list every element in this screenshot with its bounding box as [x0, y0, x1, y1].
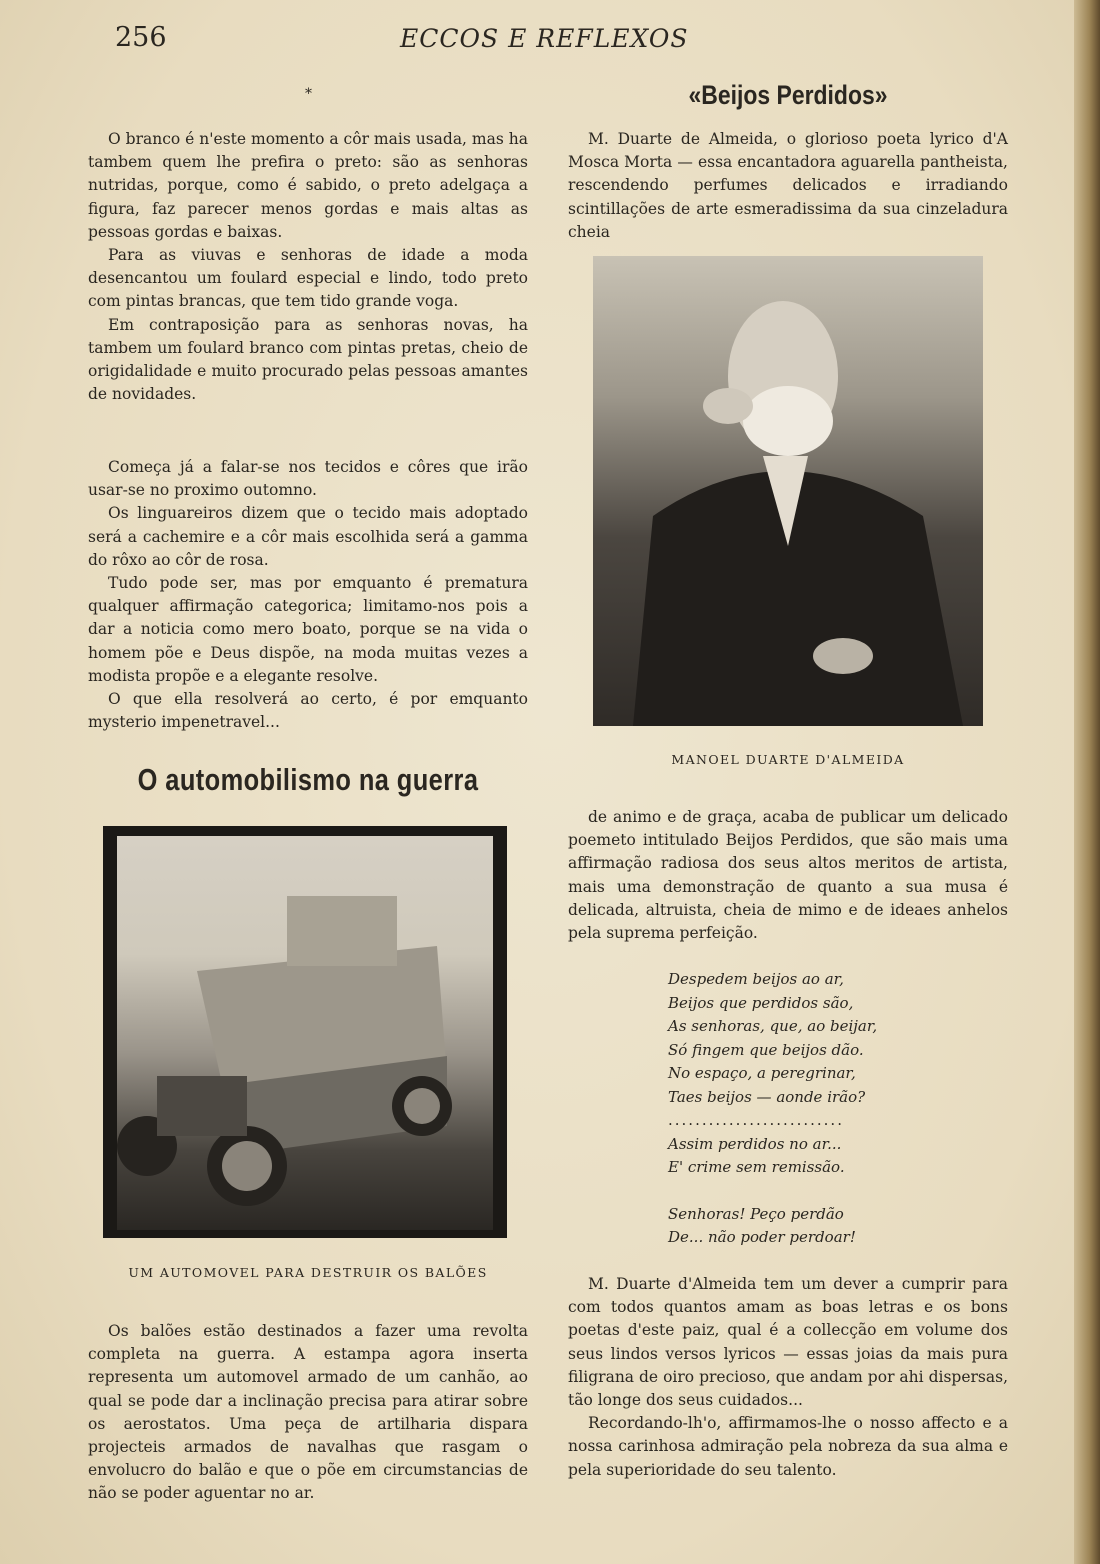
poem-line: Senhoras! Peço perdão	[668, 1204, 844, 1223]
beijos-intro-text	[568, 128, 1008, 244]
book-spine-edge	[1074, 0, 1100, 1564]
paragraph: O que ella resolverá ao certo, é por emquanto mysterio impenetravel...	[88, 690, 528, 732]
fashion-text-1	[88, 128, 528, 406]
armored-car-image	[117, 836, 493, 1230]
automobile-photo-caption: UM AUTOMOVEL PARA DESTRUIR OS BALÕES	[128, 1265, 488, 1280]
poem-block	[668, 968, 988, 1250]
portrait-photo	[593, 256, 983, 726]
paragraph: Em contraposição para as senhoras novas, ha tambem um foulard branco com pintas pretas, cheio de origidalidade e muito procurado pelas pessoas amantes de novidades.	[88, 315, 528, 404]
paragraph: M. Duarte de Almeida, o glorioso poeta lyrico d'A Mosca Morta — essa encantadora aguarella pantheista, rescendendo perfumes delicados e irradiando scintillações de arte esmeradissima da sua cinzeladura cheia	[568, 130, 1008, 241]
armored-car-photo	[103, 826, 507, 1238]
paragraph: Tudo pode ser, mas por emquanto é prematura qualquer affirmação categorica; limitamo-nos pois a dar a noticia como mero boato, porque se na vida o homem põe e Deus dispõe, na moda muitas vezes a modista propõe e a elegante resolve.	[88, 574, 528, 685]
poem-line: No espaço, a peregrinar,	[668, 1064, 856, 1082]
poem-line: De... não poder perdoar!	[668, 1228, 856, 1246]
beijos-closing-text	[568, 1273, 1008, 1482]
fashion-text-2	[88, 456, 528, 734]
paragraph: de animo e de graça, acaba de publicar um delicado poemeto intitulado Beijos Perdidos, que são mais uma affirmação radiosa dos seus altos meritos de artista, mais uma demonstração de quanto a sua musa é delicada, altruista, cheia de mimo e de ideaes anhelos pela suprema perfeição.	[568, 808, 1008, 943]
poem-line: Taes beijos — aonde irão?	[668, 1087, 866, 1106]
paragraph: Para as viuvas e senhoras de idade a moda desencantou um foulard especial e lindo, todo preto com pintas brancas, que tem tido grande voga.	[88, 246, 528, 311]
automobilismo-text	[88, 1320, 528, 1506]
running-title: ECCOS E REFLEXOS	[400, 24, 689, 53]
paragraph: M. Duarte d'Almeida tem um dever a cumprir para com todos quantos amam as boas letras e os bons poetas d'este paiz, qual é a collecção em volume dos seus lindos versos lyricos — essas joias da mais pura filigrana de oiro precioso, que andam por ahi dispersas, tão longe dos seus cuidados...	[568, 1275, 1008, 1410]
paragraph: O branco é n'este momento a côr mais usada, mas ha tambem quem lhe prefira o preto: são as senhoras nutridas, porque, como é sabido, o preto adelgaça a figura, faz parecer menos gordas e mais altas as pessoas gordas e baixas.	[88, 130, 528, 241]
paragraph: Os linguareiros dizem que o tecido mais adoptado será a cachemire e a côr mais escolhida será a gamma do rôxo ao côr de rosa.	[88, 504, 528, 569]
article-headline-automobilismo: O automobilismo na guerra	[137, 762, 479, 797]
poem-line: Só fingem que beijos dão.	[668, 1040, 864, 1059]
poem-line: As senhoras, que, ao beijar,	[668, 1017, 878, 1035]
portrait-caption: MANOEL DUARTE D'ALMEIDA	[671, 752, 905, 767]
poem-line: Despedem beijos ao ar,	[668, 970, 844, 988]
poem-dotted-line: ..........................	[668, 1111, 844, 1129]
poem-line: Beijos que perdidos são,	[668, 993, 854, 1012]
section-separator: *	[305, 86, 312, 102]
poem-line: E' crime sem remissão.	[668, 1158, 845, 1176]
paragraph: Recordando-lh'o, affirmamos-lhe o nosso affecto e a nossa carinhosa admiração pela nobreza da sua alma e pela superioridade do seu talento.	[568, 1414, 1008, 1479]
paragraph: Começa já a falar-se nos tecidos e côres que irão usar-se no proximo outomno.	[88, 458, 528, 500]
poem-line: Assim perdidos no ar...	[668, 1134, 842, 1153]
portrait-illustration	[593, 256, 983, 726]
armored-car-illustration	[117, 836, 493, 1230]
paragraph: Os balões estão destinados a fazer uma revolta completa na guerra. A estampa agora inserta representa um automovel armado de um canhão, ao qual se pode dar a inclinação precisa para atirar sobre os aerostatos. Uma peça de artilharia dispara projecteis armados de navalhas que rasgam o envolucro do balão e que o põe em circumstancias de não se poder aguentar no ar.	[88, 1322, 528, 1503]
beijos-continued-text	[568, 806, 1008, 945]
article-headline-beijos-perdidos: «Beijos Perdidos»	[688, 80, 888, 110]
page-number: 256	[115, 22, 167, 53]
